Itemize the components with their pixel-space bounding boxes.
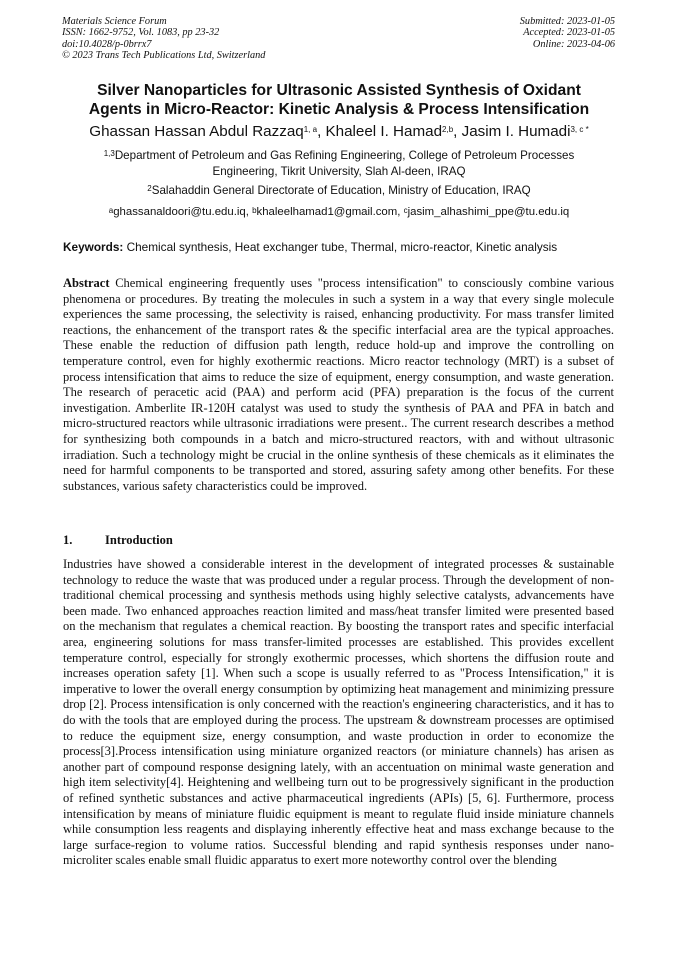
- affiliation-2: [40, 183, 638, 199]
- affiliation-text: Salahaddin General Directorate of Education, Ministry of Education, IRAQ: [151, 184, 531, 197]
- author-name: Khaleel I. Hamad: [325, 123, 443, 140]
- email-superscript: c: [403, 206, 408, 215]
- title-line: Silver Nanoparticles for Ultrasonic Assisted Synthesis of Oxidant: [97, 82, 581, 99]
- affiliation-line: Engineering, Tikrit University, Slah Al-deen, IRAQ: [212, 164, 466, 178]
- section-number: 1.: [63, 533, 73, 547]
- affiliation-superscript: 2: [147, 184, 152, 193]
- keywords: [63, 240, 623, 255]
- journal-copyright: © 2023 Trans Tech Publications Ltd, Switzerland: [62, 50, 266, 62]
- journal-issn: ISSN: 1662-9752, Vol. 1083, pp 23-32: [62, 27, 220, 39]
- email-address: ghassanaldoori@tu.edu.iq,: [113, 206, 253, 218]
- author-separator: ,: [453, 123, 462, 140]
- author-name: Ghassan Hassan Abdul Razzaq: [89, 123, 304, 140]
- author-separator: ,: [317, 123, 326, 140]
- title-line: Agents in Micro-Reactor: Kinetic Analysis & Process Intensification: [88, 101, 590, 118]
- accepted-date: Accepted: 2023-01-05: [523, 27, 615, 39]
- online-date: Online: 2023-04-06: [532, 38, 615, 50]
- abstract-text: Chemical engineering frequently uses "process intensification" to consciously combine various phenomena or procedures. By treating the molecules in such a system in a way that every single molecule experiences the same processing, the selectivity is raised, enhancing productivity. For mass transfer limited reactions, the enhancement of the transport rates & the specific interfacial area are the typical approaches. These enable the reduction of diffusion path length, reduce hold-up and improve the controlling on temperature control, even for highly exothermic reactions. Micro reactor technology (MRT) is a subset of process intensification that aims to reduce the size of equipment, energy consumption, and waste generation. The research of peracetic acid (PAA) and perform acid (PFA) preparation is the focus of the current investigation. Amberlite IR-120H catalyst was used to study the synthesis of PAA and PFA in batch and micro-structured reactors while ultrasonic irradiations were present.. The current research describes a method for synthesizing both compounds in a batch and micro-structured reactors, with and without ultrasonic irradiation. Such a technology might be crucial in the online synthesis of these chemicals as it eliminates the need for harmful components to be transported and stored, assuring safety among other benefits. For these substances, various safety characteristics could be improved.: [63, 276, 614, 493]
- section-heading: [63, 533, 173, 548]
- affiliation-1: [40, 148, 638, 179]
- journal-info: [62, 16, 265, 62]
- introduction-text: Industries have showed a considerable interest in the development of integrated processes & sustainable technology to reduce the waste that was produced under a regular process. Through the development of non-traditional chemical processing and synthesis methods using highly selective catalysts, advancements have been made. Two enhanced approaches reaction limited and mass/heat transfer limited were presented based on the mechanism that regulates a chemical reaction. By boosting the transport rates and specific interfacial area, engineering solutions for mass transfer-limited processes are established. This provides excellent temperature control, especially for strongly exothermic processes, which shortens the diffusion route and increases operation safety [1]. When such a scope is usually referred to as "Process Intensification," it is imperative to lower the overall energy consumption by optimizing heat management and minimizing pressure drop [2]. Process intensification is only concerned with the reaction's engineering characteristics, and it has to do with the tools that are employed during the process. The upstream & downstream processes are optimised to reduce the equipment size, energy consumption, and waste production in order to economize the process[3].Process intensification using miniature organized reactors (or miniature channels) has arisen as another part of compound response designing lately, with an accentuation on minimal waste generation and high item selectivity[4]. Heightening and wellbeing turn out to be progressively significant in the production of refined synthetic substances and active pharmaceutical ingredients (APIs) [5, 6]. Furthermore, process intensification by means of miniature fluidic equipment is meant to regulate fluid inside miniature channels while consumption less reagents and displaying inherently effective heat and mass exchange because to the large surface-region to volume ratios. Successful blending and rapid synthesis responses under nano-microliter scales enable small fluidic apparatus to exert more noteworthy control over the blending: [63, 557, 614, 868]
- email-address: khaleelhamad1@gmail.com,: [256, 206, 404, 218]
- keywords-text: Chemical synthesis, Heat exchanger tube, Thermal, micro-reactor, Kinetic analysis: [123, 240, 558, 254]
- affiliation-superscript: 1,3: [103, 149, 115, 158]
- keywords-label: Keywords:: [63, 240, 124, 254]
- email-superscript: a: [108, 206, 114, 215]
- author-name: Jasim I. Humadi: [461, 123, 571, 140]
- journal-name: Materials Science Forum: [62, 16, 167, 27]
- section-title: Introduction: [105, 533, 173, 547]
- affiliation-text: Department of Petroleum and Gas Refining Engineering, College of Petroleum Processes: [114, 149, 575, 162]
- author-superscript: 2,b: [442, 125, 454, 134]
- author-superscript: 3, c *: [570, 125, 589, 134]
- email-address: jasim_alhashimi_ppe@tu.edu.iq: [407, 206, 570, 218]
- submitted-date: Submitted: 2023-01-05: [519, 16, 615, 27]
- abstract: [63, 276, 614, 494]
- author-superscript: 1, a: [303, 125, 318, 134]
- journal-doi: doi:10.4028/p-0brrx7: [62, 38, 152, 50]
- submission-dates: [520, 16, 615, 50]
- author-list: [20, 123, 658, 141]
- abstract-label: Abstract: [63, 276, 110, 290]
- author-emails: [40, 205, 638, 220]
- paper-title: [40, 81, 638, 119]
- affiliation-line: [40, 148, 638, 164]
- affiliation-line: [40, 183, 638, 199]
- email-superscript: b: [252, 206, 257, 215]
